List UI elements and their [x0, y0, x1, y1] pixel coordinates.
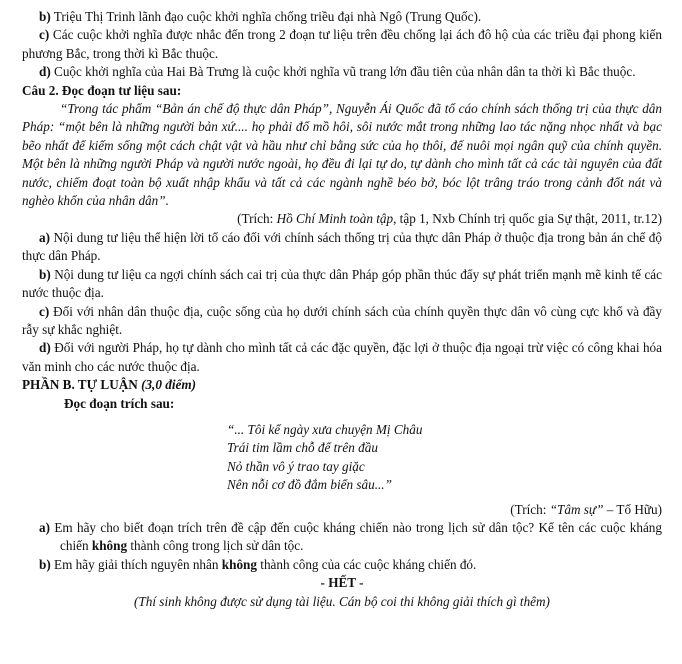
- statement-text: Nội dung tư liệu thể hiện lời tố cáo đối với chính sách thống trị của thực dân Pháp ở thuộc địa trong bản án chế độ thực dân Pháp.: [22, 229, 662, 264]
- question-emphasis: không: [91, 538, 128, 554]
- statement-label: c): [39, 303, 50, 319]
- statement-1d: [22, 63, 662, 81]
- statement-text: Đối với nhân dân thuộc địa, cuộc sống của họ dưới chính sách của chính quyền thực dân vô cùng cực khổ và đầy rẫy sự khắc nghiệt.: [22, 303, 662, 337]
- statement-label: d): [39, 64, 51, 80]
- question-text: thành công trong lịch sử dân tộc.: [127, 538, 304, 554]
- part-b-source: [22, 501, 662, 519]
- statement-2c: [22, 303, 662, 340]
- part-b-prompt: Đọc đoạn trích sau:: [64, 395, 175, 411]
- footer-note: (Thí sinh không được sử dụng tài liệu. Cán bộ coi thi không giải thích gì thêm): [134, 593, 550, 609]
- question-2-title: Câu 2. Đọc đoạn tư liệu sau:: [22, 82, 182, 98]
- source-title: “Tâm sự”: [549, 501, 604, 517]
- part-b-question-b: [39, 556, 662, 574]
- question-2-source: [22, 210, 662, 228]
- part-b-heading: PHẦN B. TỰ LUẬN: [22, 377, 138, 393]
- statement-label: c): [39, 27, 50, 43]
- source-suffix: , tập 1, Nxb Chính trị quốc gia Sự thật, 2011, tr.12): [393, 211, 662, 227]
- statement-text: Đối với người Pháp, họ tự dành cho mình tất cả các đặc quyền, đặc lợi ở thuộc địa ngoại trừ việc có công khai hóa văn minh cho các nước thuộc địa.: [22, 340, 662, 374]
- statement-label: b): [39, 266, 51, 282]
- question-text: Em hãy giải thích nguyên nhân: [50, 556, 222, 572]
- part-b-title: [22, 376, 662, 394]
- statement-label: b): [39, 9, 51, 24]
- question-emphasis: không: [221, 556, 257, 572]
- poem-line: Nên nỗi cơ đồ đắm biển sâu...”: [227, 477, 392, 493]
- statement-2b: [22, 266, 662, 303]
- question-label: b): [39, 556, 51, 572]
- source-prefix: (Trích:: [237, 211, 277, 227]
- statement-text: Các cuộc khởi nghĩa được nhắc đến trong 2 đoạn tư liệu trên đều chống lại ách đô hộ của các triều đại phong kiến phương Bắc, trong thời kì Bắc thuộc.: [22, 27, 662, 61]
- question-text: Em hãy cho biết đoạn trích trên đề cập đến cuộc kháng chiến nào trong lịch sử dân tộc? Kể tên các cuộc kháng chiến: [50, 519, 662, 554]
- source-prefix: (Trích:: [510, 501, 550, 517]
- statement-text: Cuộc khởi nghĩa của Hai Bà Trưng là cuộc khởi nghĩa vũ trang lớn đầu tiên của nhân dân ta thời kì Bắc thuộc.: [50, 64, 636, 80]
- statement-1b: [22, 8, 662, 26]
- statement-text: Nội dung tư liệu ca ngợi chính sách cai trị của thực dân Pháp góp phần thúc đẩy sự phát triển mạnh mẽ kinh tế các nước thuộc địa.: [22, 266, 662, 301]
- part-b-points: (3,0 điểm): [137, 377, 196, 393]
- statement-2a: [22, 229, 662, 266]
- source-suffix: – Tố Hữu): [603, 501, 662, 517]
- statement-label: d): [39, 340, 51, 356]
- poem-line: “... Tôi kể ngày xưa chuyện Mị Châu: [227, 421, 423, 437]
- part-b-question-a: [39, 519, 662, 556]
- statement-1c: [22, 26, 662, 63]
- statement-2d: [22, 339, 662, 376]
- question-text: thành công của các cuộc kháng chiến đó.: [256, 556, 477, 572]
- end-marker: - HẾT -: [320, 575, 364, 591]
- statement-label: a): [39, 229, 50, 245]
- source-title: Hồ Chí Minh toàn tập: [276, 211, 394, 227]
- poem-line: Trái tim lầm chỗ để trên đầu: [227, 440, 378, 456]
- question-2-quote: “Trong tác phẩm “Bản án chế độ thực dân Pháp”, Nguyễn Ái Quốc đã tố cáo chính sách thống trị của thực dân Pháp: “một bên là những người bản xứ.... họ phải đổ mồ hôi, sôi nước mắt trong những lao tác nặng nhọc nhất và bạc bẽo nhất để kiếm sống một cách chật vật và hầu như chỉ bằng sức của họ thôi, để nuôi mọi ngân quỹ của chính quyền. Một bên là những người Pháp và người nước ngoài, họ đều đi lại tự do, tự dành cho mình tất cả các tài nguyên của đất nước, chiếm đoạt toàn bộ xuất nhập khẩu và tất cả các ngành nghề béo bở, bóc lột trâng tráo trong cảnh đốt nát và nghèo khổn của nhân dân”.: [22, 101, 662, 209]
- statement-text: Triệu Thị Trinh lãnh đạo cuộc khởi nghĩa chống triều đại nhà Ngô (Trung Quốc).: [50, 9, 482, 24]
- poem-line: Nỏ thần vô ý trao tay giặc: [227, 458, 365, 474]
- question-label: a): [39, 519, 50, 535]
